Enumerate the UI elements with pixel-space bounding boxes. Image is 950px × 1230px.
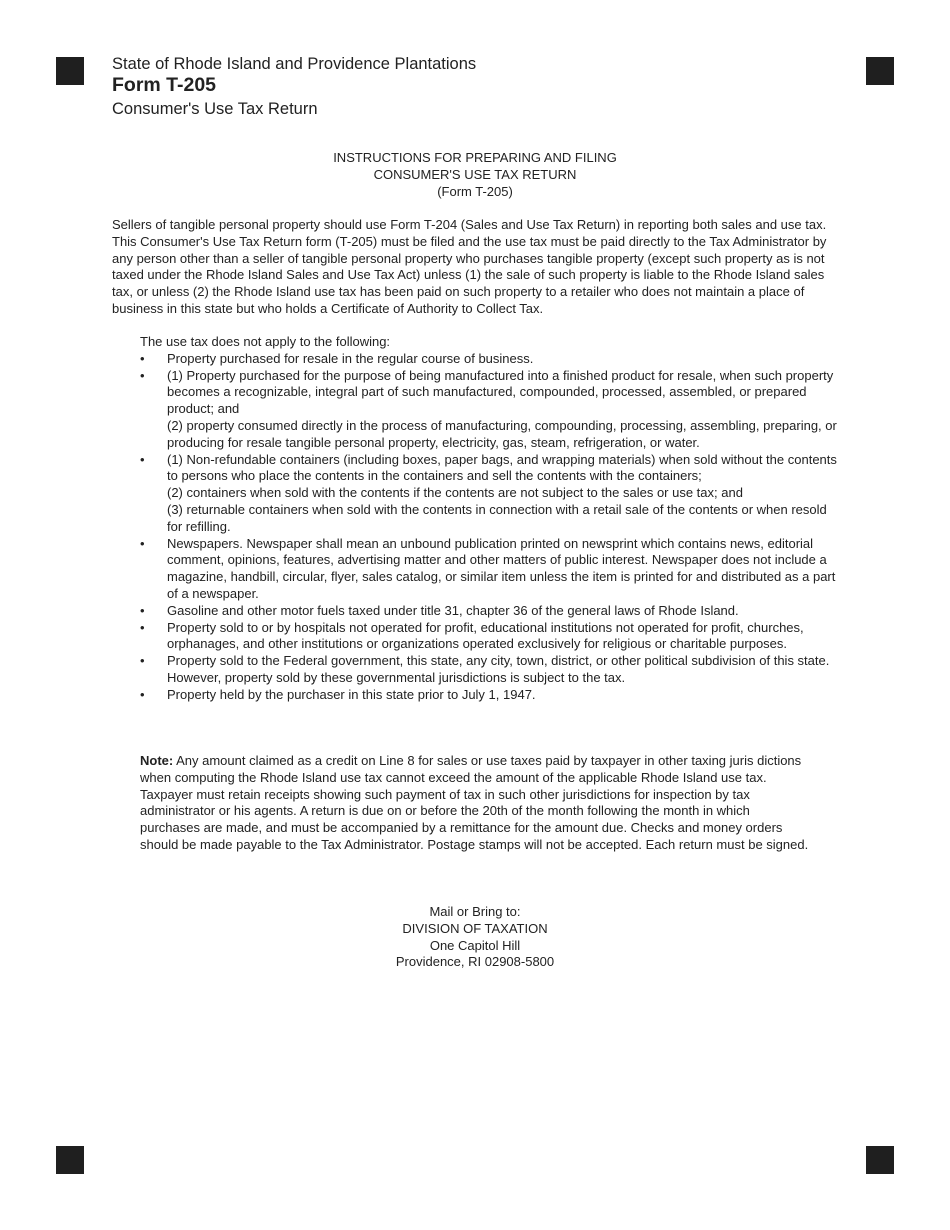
instructions-title-line: CONSUMER'S USE TAX RETURN: [373, 166, 577, 182]
note-label: Note:: [140, 753, 174, 768]
mail-street: One Capitol Hill: [429, 937, 521, 953]
exemption-text: Property held by the purchaser in this state prior to July 1, 1947.: [167, 686, 536, 702]
exemption-item: [140, 687, 840, 704]
exemption-text: Gasoline and other motor fuels taxed under title 31, chapter 36 of the general laws of Rhode Island.: [167, 602, 739, 618]
exemption-item: [140, 536, 840, 603]
exemption-item: [140, 603, 840, 620]
registration-mark-bottom-left: [56, 1146, 84, 1174]
bullet-icon: •: [140, 686, 145, 702]
exemption-text: Newspapers. Newspaper shall mean an unbound publication printed on newsprint which contains news, editorial comment, opinions, features, advertising matter and other matters of public interest. Newspaper does not include a magazine, handbill, circular, flyer, sales catalog, or similar item unless the item is printed for and distributed as a part of a newspaper.: [167, 535, 836, 601]
instructions-title: [112, 150, 838, 200]
instructions-title-line: (Form T-205): [437, 183, 513, 199]
bullet-icon: •: [140, 350, 145, 366]
exemption-text: Property sold to or by hospitals not operated for profit, educational institutions not operated for profit, churches, orphanages, and other institutions or organizations operated exclusively for religious or charitable purposes.: [167, 619, 804, 652]
exemptions-section: [140, 334, 840, 704]
bullet-icon: •: [140, 535, 145, 551]
form-title: Consumer's Use Tax Return: [112, 100, 318, 118]
intro-paragraph: Sellers of tangible personal property should use Form T-204 (Sales and Use Tax Return) in reporting both sales and use tax. This Consumer's Use Tax Return form (T-205) must be filed and the use tax must be paid directly to the Tax Administrator by any person other than a seller of tangible personal property who purchases tangible property (except such property as is not taxed under the Rhode Island Sales and Use Tax Act) unless (1) the sale of such property is liable to the Rhode Island sales tax, or unless (2) the Rhode Island use tax has been paid on such property to a retailer who does not maintain a place of business in this state but who holds a Certificate of Authority to Collect Tax.: [112, 217, 827, 316]
exemption-text: (3) returnable containers when sold with the contents in connection with a retail sale of the contents or when resold for refilling.: [167, 501, 827, 534]
exemption-text: Property purchased for resale in the regular course of business.: [167, 350, 534, 366]
registration-mark-top-right: [866, 57, 894, 85]
note-paragraph: [140, 753, 810, 854]
mailing-address: [112, 904, 838, 971]
registration-mark-bottom-right: [866, 1146, 894, 1174]
mail-city: Providence, RI 02908-5800: [395, 954, 555, 970]
bullet-icon: •: [140, 451, 145, 467]
bullet-icon: •: [140, 619, 145, 635]
exemption-text: (2) property consumed directly in the process of manufacturing, compounding, processing, assembling, preparing, or producing for resale tangible personal property, electricity, gas, steam, refrigeration, or water.: [167, 417, 837, 450]
exemptions-heading: The use tax does not apply to the following:: [140, 334, 391, 349]
exemptions-list: [140, 351, 840, 704]
mail-instruction: Mail or Bring to:: [429, 904, 521, 919]
state-name: State of Rhode Island and Providence Plantations: [112, 55, 477, 73]
exemption-text: (1) Property purchased for the purpose of being manufactured into a finished product for resale, when such property becomes a recognizable, integral part of such manufactured, compounded, processed, assembled, or prepared product; and: [167, 367, 834, 417]
note-text: Any amount claimed as a credit on Line 8 for sales or use taxes paid by taxpayer in other taxing juris dictions when computing the Rhode Island use tax cannot exceed the amount of the applicable Rhode Island use tax. Taxpayer must retain receipts showing such payment of tax in such other jurisdictions for inspection by tax administrator or his agents. A return is due on or before the 20th of the month following the month in which purchases are made, and must be accompanied by a remittance for the amount due. Checks and money orders should be made payable to the Tax Administrator. Postage stamps will not be accepted. Each return must be signed.: [140, 753, 809, 852]
exemption-text: (2) containers when sold with the contents if the contents are not subject to the sales or use tax; and: [167, 485, 743, 501]
bullet-icon: •: [140, 602, 145, 618]
exemption-text: Property sold to the Federal government, this state, any city, town, district, or other political subdivision of this state. However, property sold by these governmental jurisdictions is subject to the tax.: [167, 653, 830, 685]
exemption-item: [140, 368, 840, 452]
form-number: Form T-205: [112, 74, 217, 96]
exemption-item: [140, 351, 840, 368]
exemption-item: [140, 452, 840, 536]
registration-mark-top-left: [56, 57, 84, 85]
exemption-item: [140, 653, 840, 687]
mail-division: DIVISION OF TAXATION: [402, 920, 548, 936]
instructions-title-line: INSTRUCTIONS FOR PREPARING AND FILING: [333, 150, 617, 165]
bullet-icon: •: [140, 367, 145, 383]
exemption-text: (1) Non-refundable containers (including boxes, paper bags, and wrapping materials) when sold without the contents to persons who place the contents in the containers and sell the contents with the containers;: [167, 451, 837, 484]
form-header: [112, 54, 476, 121]
bullet-icon: •: [140, 653, 145, 669]
exemption-item: [140, 620, 840, 654]
